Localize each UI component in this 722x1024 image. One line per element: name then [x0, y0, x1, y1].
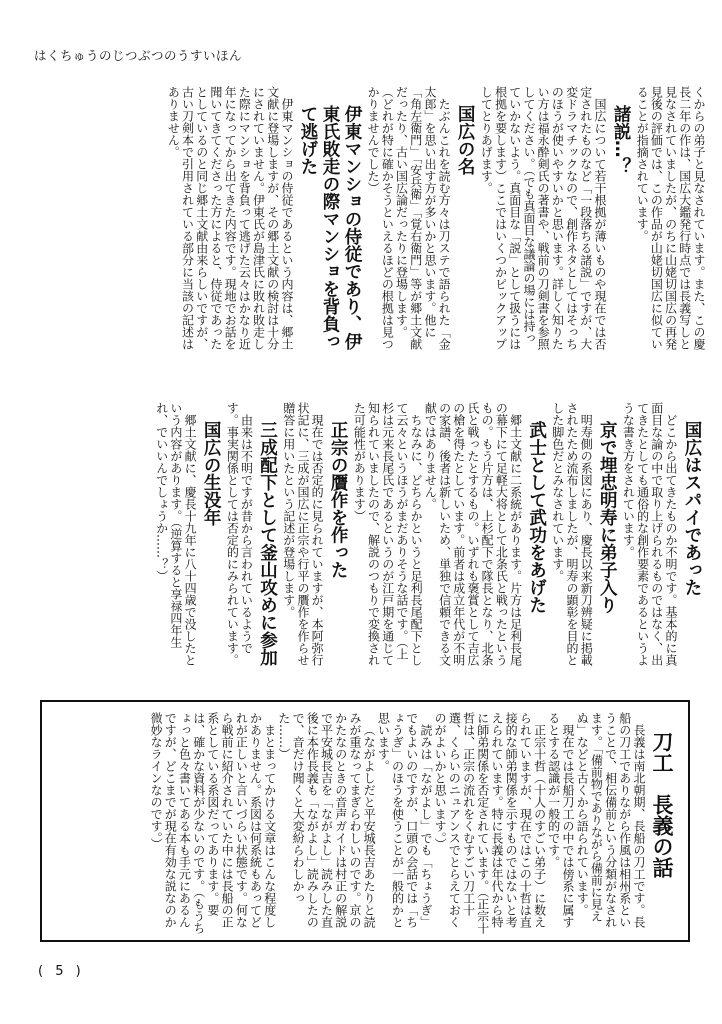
section-heading: 武士として武功をあげた [526, 421, 547, 614]
paragraph: どこから出てきたものか不明です。基本的に真面目な論の中で取り上げられるものではなく、出てきたとしても通俗的な創作要素であるというような書き方をされています。 [621, 402, 678, 666]
boxed-column [40, 700, 690, 942]
paragraph: 正宗十哲（十人のすごい弟子）に数えられていますが、現在ではこの十哲は直接的な師弟関係を示すものではないと考えられています。特に長義は年代から特に師弟関係を否定されています。（正宗十哲は、正宗の流れをくむすごい刀工十選、くらいのニュアンスでとらえておくのがよいかと思います。） [433, 712, 547, 934]
section-heading: 伊東マンショの侍従であり、伊東氏敗走の際マンショを背負って逃げた [297, 105, 362, 351]
paragraph: ちなみに、どちらかというと足利長尾配下として云々というほうがまだありそうな話です。（上杉は元来長尾氏であるというのが江戸期を通じて知られていましたので、解説のつもりで変換された可能性があります） [352, 402, 424, 666]
paragraph: 現在では長船刀工の中では傍系に属するとする認識が一般的です。 [546, 712, 575, 928]
section-heading: 国広の生没年 [201, 421, 222, 527]
section-heading: 正宗の贋作を作った [328, 421, 349, 579]
running-header: はくちゅうのじつぶつのうすいほん [34, 48, 243, 63]
page-number: ( 5 ) [38, 964, 85, 979]
section-heading: 京で埋忠明寿に弟子入り [597, 421, 618, 614]
paragraph: 郷土文献に二系統があります。片方は足利長尾の幕下にて足軽大将として北条氏と戦ったというもの。もう片方は、上杉配下で隊長となり、北条氏と戦ったとするもの。いずれも褒賞として吉広の槍を得たとしています。前者は成立年代が不明の家譜、後者は新しいため、単独で信頼できる文献ではありません。 [423, 402, 523, 666]
paragraph: 国広について若干根拠が薄いものや現在では否定されたものなど「一段落ちる諸説」ですが、大変ドラマチックなので、創作ネタとしてはそっちのほうが使いやすいかと思います。詳しく知りたい方は福永酔剣氏の著書や、戦前の刀剣書を参照してください。（でも真面目な議論の場には持っていかないよう。真面目な「説」として扱うには根拠を要します）ここではいくつかピックアップしてとりあげます。 [479, 86, 607, 350]
paragraph: 長義は南北朝期、長船の刀工です。長船の刀工でありながら作風は相州系ということで、相伝備前という分類がなされます。「備前物でありながら備前に見えぬ」などと古くから語られています。 [575, 712, 646, 928]
paragraph: 郷土文献に、慶長十九年に八十四歳で没したという内容があります。（逆算すると享禄四年生れ、でいいんでしょうか……？） [154, 402, 198, 666]
boxed-text-block [52, 712, 678, 938]
paragraph: 伊東マンショの侍従であるという内容は、郷土文献に登場しますが、その郷土文献の検討は十分にされていません。伊東氏が島津氏に敗れ敗走した際にマンショを背負って逃げた云々はかなり近年になってから出てきた内容です。現地でお話を聞いてきてくださった方によると、侍従であったとしているのと同じ郷土文献由来らしいですが、古い刀剣本で引用されている部分に当該の記述はありません。 [166, 86, 294, 350]
paragraph: 明寿側の系図にあり、慶長以来新刀辨疑に掲載されたため流布しましたが、明寿の顕彰を目的とした脚色だとみなされています。 [550, 402, 594, 666]
paragraph: （ながよしだと平安城長吉あたりと読みが重なってまぎらわしいのです。京のかたなのときの音声ガイドは村正の解説で平安城長吉を「ながよし」読みした直後に本作長義も「ながよし」読みしたので、音だけ聞くと大変紛らわしかった……） [276, 712, 377, 928]
section-heading: 諸説…？ [610, 105, 631, 176]
paragraph: 由来は不明ですが昔から言われているようです。事実関係としては否定的にみられています。 [225, 402, 254, 666]
paragraph: くからの弟子と見なされています。また、この慶長二年の作は、国広大鑑発行時点では長義写しと見なされていましたが、のちに山姥切国広の再発見後の評価では、この作品が山姥切国広に似ていることが指摘されています。 [635, 86, 706, 350]
paragraph: まとまってかける文章はこんな程度しかありません。系図は何系統もあってどれが正しいと言いづらい状態です。何なら戦前に紹介されていた中には長船の正系としている系図だってあります。要は、確かな資料が少ないのです。（もうちょっと色々書いてある本も手元にあるんですが、どこまでが現在有効な説なのか微妙なラインなのです。） [149, 712, 277, 934]
section-heading: 国広はスパイであった [682, 421, 702, 597]
box-heading: 刀工 長義の話 [650, 730, 674, 878]
paragraph: たぶんこれを読む方々は刀ステで語られた「金太郎」を思い出す方が多いかと思います。他に「角左衛門」「安兵衛」「覚右衛門」等が郷土文献だったり、古い国広論だったりに登場します。（どれが特に確かそうといえるほどの根拠は見つかりませんでした） [366, 86, 452, 350]
paragraph: 現在では否定的に見られていますが、本阿弥行状記に、三成が国広に正宗や行平の贋作を作らせ贈答に用いたという記述が登場します。 [281, 402, 325, 666]
section-heading: 国広の名 [455, 105, 476, 176]
section-heading: 三成配下として釜山攻めに参加 [257, 421, 278, 667]
paragraph: 読みは「ながよし」でも「ちょうぎ」でもよいのですが、口頭の会話では「ちょうぎ」のほうを使うことが一般的かと思います。 [376, 712, 433, 928]
middle-text-block [50, 402, 706, 670]
top-text-block [58, 86, 706, 354]
